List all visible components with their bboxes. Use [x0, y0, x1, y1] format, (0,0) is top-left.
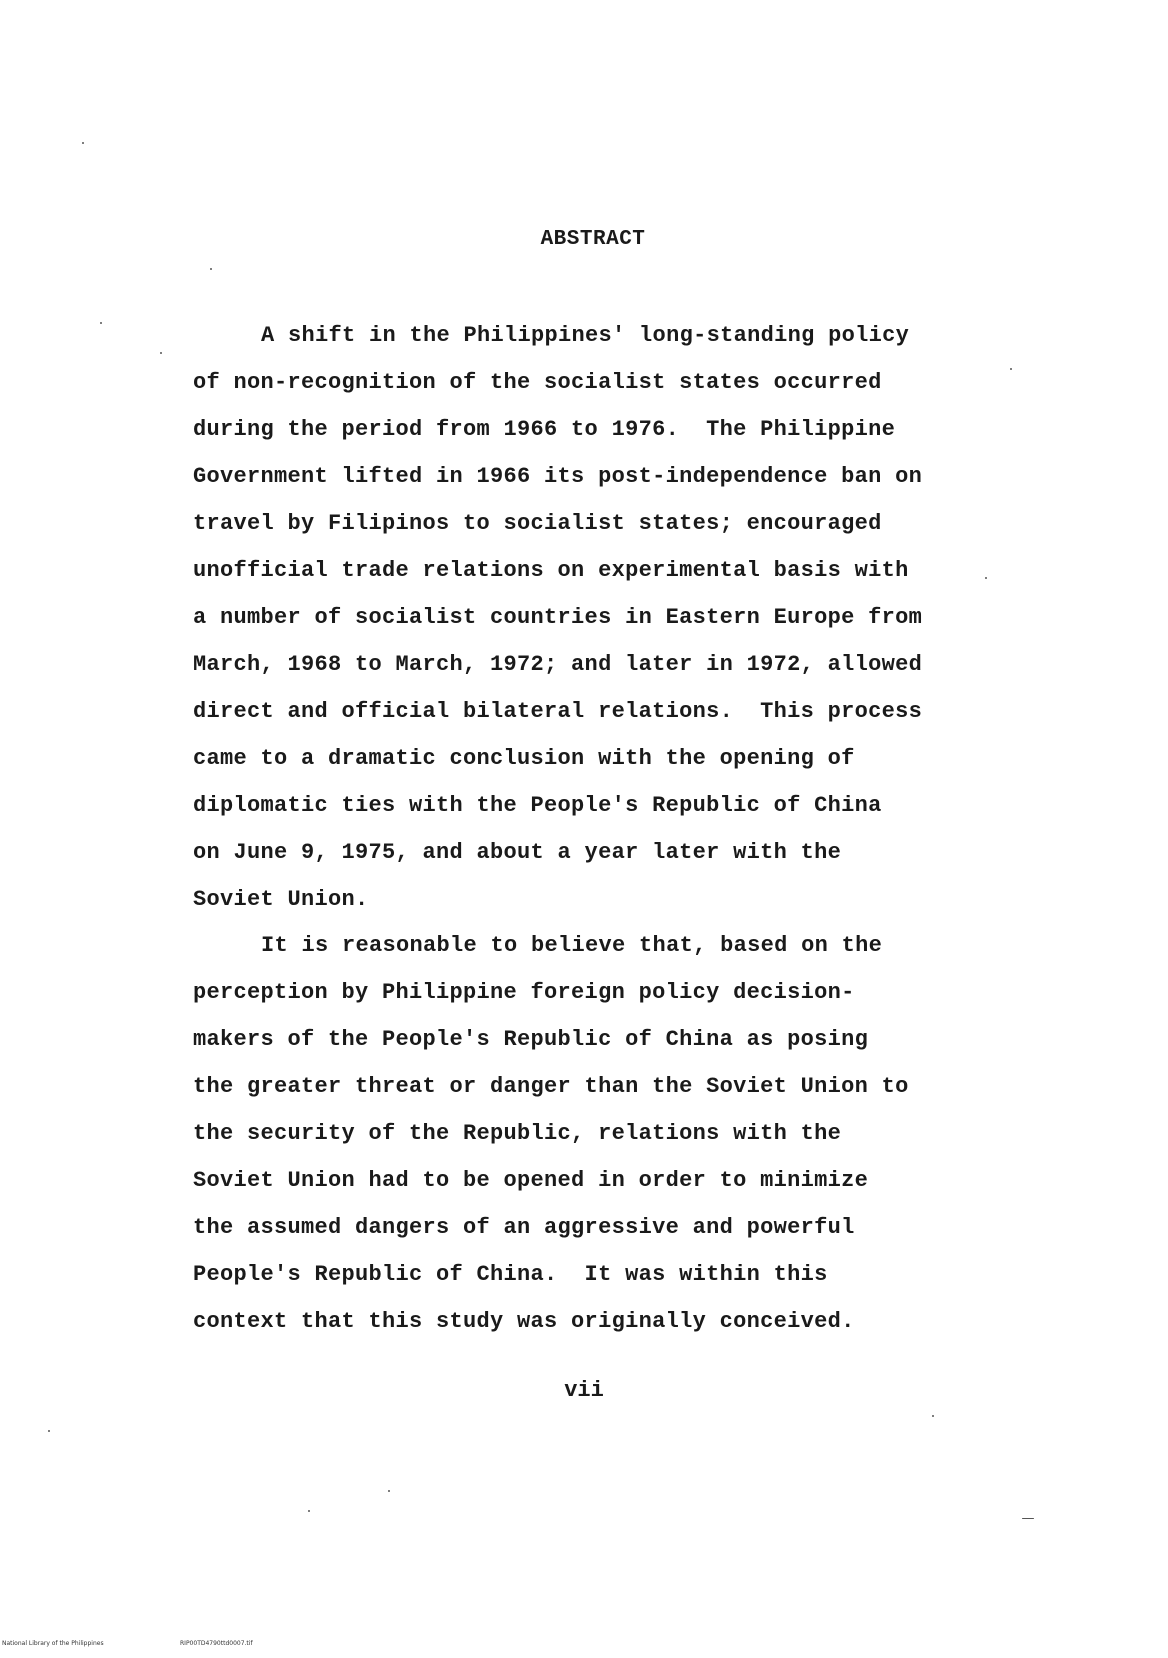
footer-file: RIP00TD4790ttd0007.tif: [180, 1640, 253, 1647]
scan-speck: [160, 352, 162, 354]
text-line: during the period from 1966 to 1976. The Philippine: [193, 417, 896, 442]
text-line: It is reasonable to believe that, based on the: [261, 933, 883, 958]
abstract-paragraph-1: [193, 312, 993, 923]
abstract-heading: ABSTRACT: [540, 228, 646, 251]
text-line: context that this study was originally conceived.: [193, 1309, 855, 1334]
text-line: diplomatic ties with the People's Republic of China: [193, 793, 882, 818]
text-line: direct and official bilateral relations. This process: [193, 699, 923, 724]
abstract-paragraph-2: [193, 922, 993, 1345]
scan-speck: [932, 1415, 934, 1417]
scan-speck: [48, 1430, 50, 1432]
text-line: perception by Philippine foreign policy decision-: [193, 980, 855, 1005]
scan-speck: [985, 577, 987, 579]
scan-speck: [210, 268, 212, 270]
text-line: the security of the Republic, relations with the: [193, 1121, 842, 1146]
scan-speck: [388, 1490, 390, 1492]
scan-speck: [308, 1510, 310, 1512]
text-line: makers of the People's Republic of China as posing: [193, 1027, 869, 1052]
scan-speck: [1010, 368, 1012, 370]
text-line: A shift in the Philippines' long-standing policy: [261, 323, 910, 348]
text-line: on June 9, 1975, and about a year later with the: [193, 840, 842, 865]
text-line: the assumed dangers of an aggressive and powerful: [193, 1215, 855, 1240]
scan-speck: [100, 322, 102, 324]
footer-source: National Library of the Philippines: [2, 1640, 104, 1647]
text-line: unofficial trade relations on experimental basis with: [193, 558, 909, 583]
text-line: of non-recognition of the socialist states occurred: [193, 370, 882, 395]
text-line: the greater threat or danger than the Soviet Union to: [193, 1074, 909, 1099]
text-line: Government lifted in 1966 its post-independence ban on: [193, 464, 923, 489]
text-line: Soviet Union had to be opened in order to minimize: [193, 1168, 869, 1193]
text-line: travel by Filipinos to socialist states; encouraged: [193, 511, 882, 536]
text-line: Soviet Union.: [193, 887, 369, 912]
text-line: People's Republic of China. It was within this: [193, 1262, 828, 1287]
text-line: March, 1968 to March, 1972; and later in 1972, allowed: [193, 652, 923, 677]
scan-speck: [1022, 1518, 1034, 1519]
text-line: a number of socialist countries in Eastern Europe from: [193, 605, 923, 630]
scan-speck: [82, 142, 84, 144]
page-number: vii: [564, 1378, 604, 1403]
text-line: came to a dramatic conclusion with the opening of: [193, 746, 855, 771]
